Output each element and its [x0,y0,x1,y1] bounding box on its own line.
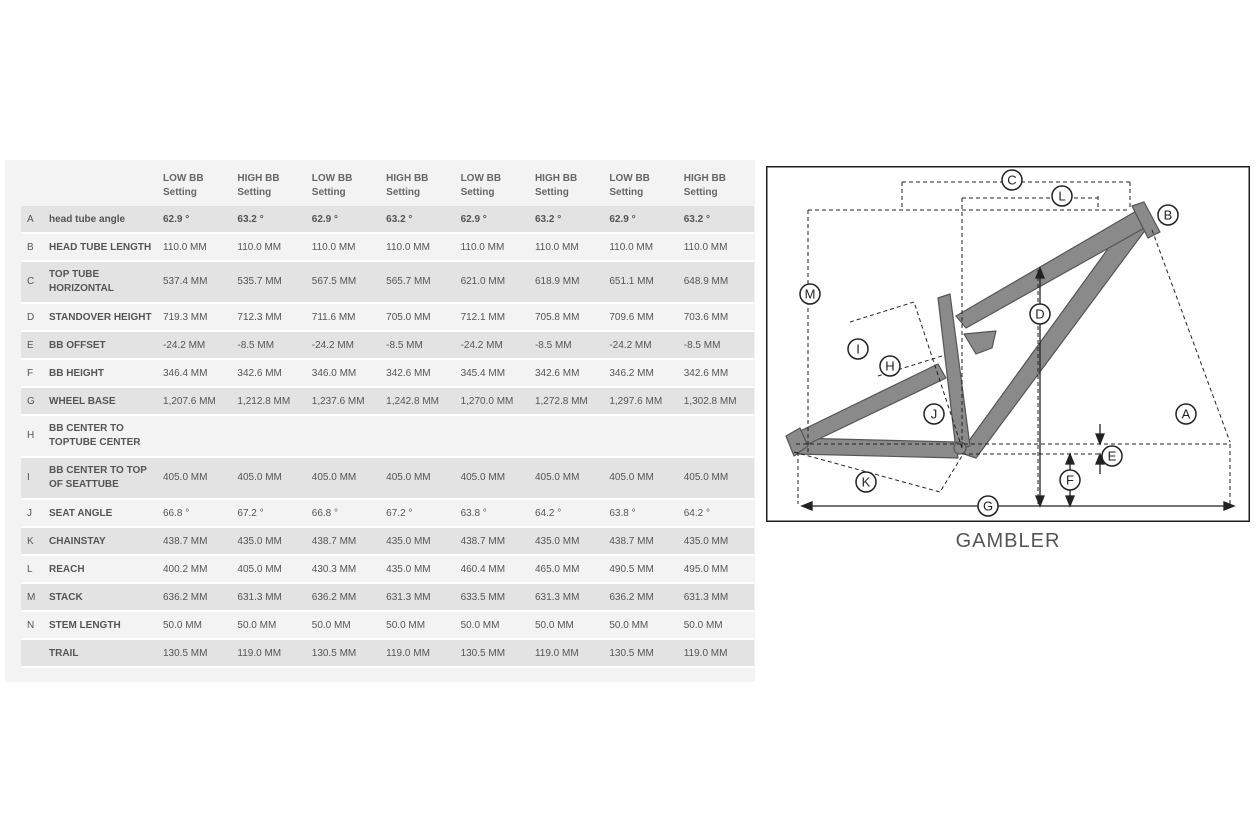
column-header [680,166,754,206]
row-name: BB HEIGHT [49,367,104,379]
row-value: 636.2 MM [311,591,357,603]
row-value: 50.0 MM [311,619,351,631]
table-row [21,387,754,415]
row-value: 119.0 MM [534,647,579,659]
column-header-line1: LOW BB [609,173,650,184]
label-badge-j [924,404,944,424]
label-badge-text: F [1066,472,1074,488]
row-name: BB OFFSET [49,339,106,351]
row-letter: A [27,213,34,225]
row-letter [21,639,45,667]
label-badge-m [800,284,820,304]
label-badge-a [1176,404,1196,424]
row-value: 130.5 MM [311,647,357,659]
row-value [605,415,679,457]
row-value: 110.0 MM [460,241,505,253]
row-value: -8.5 MM [534,339,572,351]
row-value: 63.2 ° [237,213,264,225]
row-value: 435.0 MM [386,563,431,575]
row-name: STACK [49,591,83,603]
column-header [531,166,605,206]
row-value: 63.8 ° [609,507,636,519]
label-badge-f [1060,470,1080,490]
row-value: 1,297.6 MM [609,395,663,407]
row-value: 405.0 MM [609,472,654,483]
row-value: 648.9 MM [683,276,729,287]
row-value: 405.0 MM [534,472,580,483]
label-badge-text: J [930,406,938,422]
column-header [308,166,382,206]
label-badge-i [848,339,868,359]
row-letter: B [27,241,34,253]
column-header-line1: LOW BB [163,173,204,184]
row-value: 50.0 MM [683,619,723,631]
row-value: 110.0 MM [311,241,356,253]
row-name: WHEEL BASE [49,395,116,407]
column-header [457,166,531,206]
table-header [21,166,754,206]
table-row [21,555,754,583]
row-value: 405.0 MM [386,472,431,483]
row-value: 342.6 MM [237,367,282,379]
row-value: 64.2 ° [534,507,562,519]
model-name: GAMBLER [955,530,1061,552]
label-badge-text: A [1181,406,1191,422]
row-value: 621.0 MM [460,276,506,287]
table-row [21,611,754,639]
row-name: BB CENTER TO TOPTUBE CENTER [49,423,141,448]
table-row [21,415,754,457]
table-row [21,499,754,527]
column-header-line1: LOW BB [311,173,353,184]
table-row [21,527,754,555]
table-row [21,206,754,233]
row-value: 50.0 MM [534,619,574,631]
column-header [605,166,679,206]
row-value: -8.5 MM [683,339,721,351]
row-value: 342.6 MM [683,367,729,379]
row-value: 110.0 MM [386,241,430,253]
column-header-line1: HIGH BB [386,173,429,184]
table-row [21,583,754,611]
row-value: 1,207.6 MM [163,395,216,407]
column-header-line2: Setting [609,187,644,198]
row-value: 438.7 MM [460,535,506,547]
row-value: 63.2 ° [534,213,562,225]
row-value: -24.2 MM [163,339,206,351]
row-value: 110.0 MM [609,241,654,253]
row-value: 705.8 MM [534,311,580,323]
label-badge-c [1002,170,1022,190]
column-header-line1: LOW BB [460,173,502,184]
row-value: 63.2 ° [386,213,413,225]
row-value: 709.6 MM [609,311,654,323]
row-name: TRAIL [49,647,79,659]
table-body [21,206,754,667]
row-value: 711.6 MM [311,311,356,323]
row-value: 405.0 MM [237,563,282,575]
row-value: 465.0 MM [534,563,580,575]
row-value: 438.7 MM [163,535,208,547]
row-value: 130.5 MM [460,647,506,659]
row-value: 633.5 MM [460,591,506,603]
row-value: 119.0 MM [237,647,282,659]
column-header-line1: HIGH BB [237,173,280,184]
row-value: 66.8 ° [311,507,339,519]
row-value: 405.0 MM [311,472,357,483]
row-value: 1,302.8 MM [683,395,737,407]
row-value: 67.2 ° [237,507,264,519]
row-value: 405.0 MM [683,472,729,483]
row-value: 438.7 MM [311,535,357,547]
row-letter: F [27,367,34,379]
row-value: 50.0 MM [237,619,277,631]
row-value: -24.2 MM [460,339,503,351]
row-value: 631.3 MM [683,591,729,603]
column-header [233,166,307,206]
row-value: 537.4 MM [163,276,208,287]
column-header-line1: HIGH BB [683,173,726,184]
label-badge-l [1052,186,1072,206]
row-value: 50.0 MM [609,619,649,631]
column-header-line2: Setting [311,187,346,198]
table-row [21,359,754,387]
row-value: 67.2 ° [386,507,413,519]
table-row [21,233,754,261]
row-value: 438.7 MM [609,535,654,547]
row-value: 435.0 MM [534,535,580,547]
table-row [21,261,754,303]
row-value: 705.0 MM [386,311,431,323]
row-value: 110.0 MM [683,241,728,253]
row-letter: J [27,507,32,519]
row-letter: D [27,311,35,323]
row-value: 1,270.0 MM [460,395,514,407]
row-value: 430.3 MM [311,563,357,575]
column-header-line2: Setting [534,187,569,198]
row-value: 435.0 MM [683,535,729,547]
label-badge-text: I [856,341,860,357]
label-badge-text: C [1007,172,1017,188]
row-name: STANDOVER HEIGHT [49,311,152,323]
row-value: 567.5 MM [311,276,357,287]
row-value: 62.9 ° [311,213,339,225]
column-header-line2: Setting [163,187,197,198]
row-value: 631.3 MM [534,591,580,603]
row-value: 119.0 MM [386,647,430,659]
row-value: 50.0 MM [460,619,500,631]
row-value: 62.9 ° [163,213,190,225]
row-value: 63.2 ° [683,213,710,225]
row-value: -24.2 MM [609,339,652,351]
header-letter-cell [21,166,45,206]
row-value: 631.3 MM [237,591,282,603]
row-value [457,415,531,457]
row-value [308,415,382,457]
row-letter: H [27,430,35,441]
header-row [21,166,754,206]
row-name: CHAINSTAY [49,535,106,547]
row-value: 346.4 MM [163,367,208,379]
row-value [531,415,605,457]
row-value: 435.0 MM [237,535,282,547]
row-value: 66.8 ° [163,507,190,519]
row-value: 342.6 MM [386,367,431,379]
table-row [21,331,754,359]
row-name: head tube angle [49,213,126,225]
label-badge-d [1030,304,1050,324]
row-value [680,415,754,457]
column-header-line2: Setting [386,187,421,198]
label-badge-text: H [885,358,895,374]
row-value: 1,272.8 MM [534,395,588,407]
row-value: 63.8 ° [460,507,487,519]
row-value: 1,242.8 MM [386,395,439,407]
row-value: -8.5 MM [237,339,275,351]
row-value: 1,212.8 MM [237,395,291,407]
row-letter: I [27,472,30,483]
label-badge-text: E [1107,448,1117,464]
row-value: 130.5 MM [609,647,654,659]
row-value: 565.7 MM [386,276,431,287]
chain-stay [794,438,958,458]
row-value: 346.0 MM [311,367,357,379]
row-value: 460.4 MM [460,563,506,575]
row-name: BB CENTER TO TOP OF SEATTUBE [49,465,147,490]
geometry-table-panel [5,160,755,682]
label-badge-e [1102,446,1122,466]
column-header-line2: Setting [460,187,495,198]
row-value: 495.0 MM [683,563,729,575]
row-value [159,415,233,457]
label-badge-text: M [804,286,816,302]
row-value: 130.5 MM [163,647,208,659]
label-badge-b [1158,205,1178,225]
row-name: REACH [49,563,85,575]
row-letter: E [27,339,34,351]
row-value: 110.0 MM [163,241,207,253]
row-value: 535.7 MM [237,276,282,287]
label-badge-text: D [1035,306,1045,322]
row-value: 435.0 MM [386,535,431,547]
label-badge-text: B [1163,207,1173,223]
row-value: 1,237.6 MM [311,395,365,407]
label-badge-text: K [861,474,871,490]
column-header [159,166,233,206]
row-value: 405.0 MM [460,472,506,483]
row-value: 631.3 MM [386,591,431,603]
row-value: 636.2 MM [163,591,208,603]
row-letter: C [27,276,35,287]
row-letter: G [27,395,35,407]
row-value: 64.2 ° [683,507,710,519]
row-value: 110.0 MM [534,241,579,253]
row-value: 490.5 MM [609,563,654,575]
table-row [21,639,754,667]
column-header-line2: Setting [237,187,272,198]
row-value: 712.3 MM [237,311,282,323]
row-letter: K [27,535,34,547]
column-header-line1: HIGH BB [534,173,578,184]
column-header [382,166,456,206]
row-value: 345.4 MM [460,367,506,379]
row-value: 405.0 MM [163,472,208,483]
row-value [382,415,456,457]
header-name-cell [45,166,159,206]
table-row [21,457,754,499]
row-letter: M [27,591,36,603]
row-letter: N [27,619,35,631]
table-row [21,303,754,331]
row-value: -8.5 MM [386,339,423,351]
row-value: 50.0 MM [163,619,202,631]
row-value: -24.2 MM [311,339,355,351]
label-badge-h [880,356,900,376]
label-badge-text: G [982,498,994,514]
row-name: HEAD TUBE LENGTH [49,241,152,253]
row-value: 618.9 MM [534,276,580,287]
row-value: 342.6 MM [534,367,580,379]
frame-geometry-diagram [766,166,1250,522]
row-value [233,415,307,457]
row-name: TOP TUBE HORIZONTAL [49,269,114,294]
geometry-table [21,166,754,668]
column-header-line2: Setting [683,187,718,198]
row-value: 62.9 ° [460,213,487,225]
row-value: 719.3 MM [163,311,208,323]
row-value: 636.2 MM [609,591,654,603]
label-badge-g [978,496,998,516]
row-value: 110.0 MM [237,241,282,253]
row-name: STEM LENGTH [49,619,121,631]
row-value: 703.6 MM [683,311,729,323]
label-badge-k [856,472,876,492]
row-value: 62.9 ° [609,213,636,225]
row-value: 651.1 MM [609,276,654,287]
row-value: 50.0 MM [386,619,426,631]
row-letter: L [27,563,33,575]
label-badge-text: L [1058,188,1066,204]
row-value: 400.2 MM [163,563,208,575]
row-value: 405.0 MM [237,472,282,483]
row-name: SEAT ANGLE [49,507,113,519]
row-value: 346.2 MM [609,367,654,379]
row-value: 119.0 MM [683,647,728,659]
row-value: 712.1 MM [460,311,506,323]
